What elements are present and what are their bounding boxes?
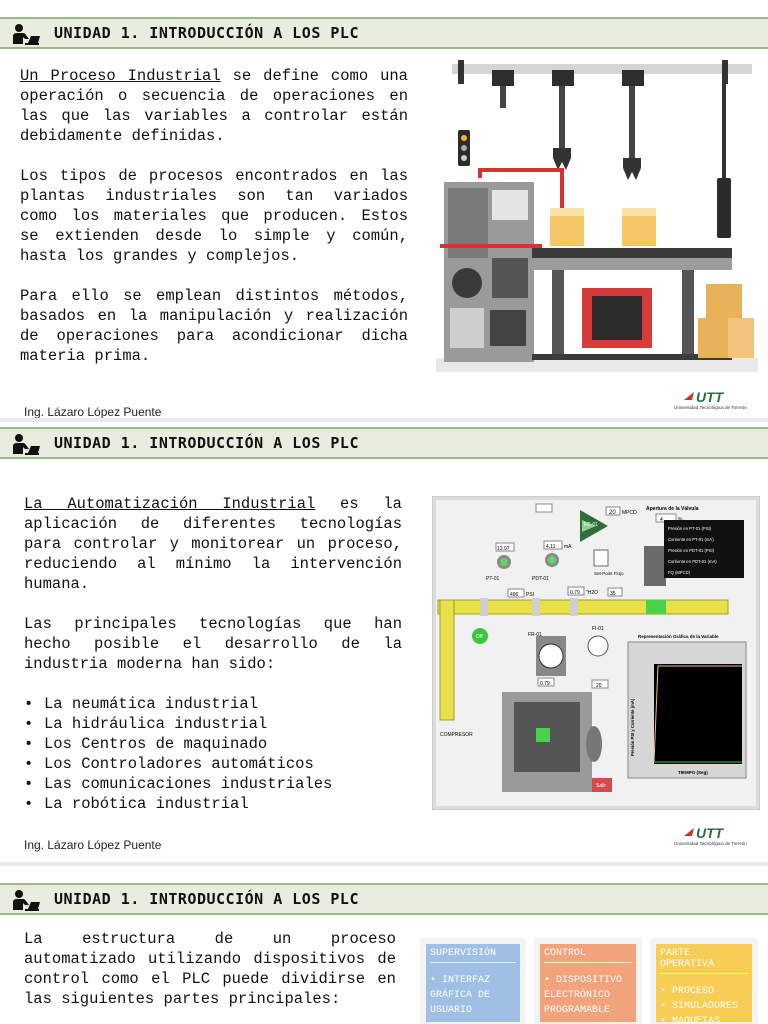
fc-tag: FC-01 <box>584 522 598 528</box>
chart-xlabel: TIEMPO (Seg) <box>678 770 708 775</box>
slide-1 <box>0 0 768 418</box>
paragraph-1: La estructura de un proceso automatizado utilizando dispositivos de control como el PLC puede dividirse en las siguientes partes principales: <box>24 930 396 1008</box>
card-item: • SIMULADORES <box>660 1001 739 1012</box>
legend-item: Corriente en PDT-01 (mA) <box>668 559 717 564</box>
valve-value: 4 <box>660 517 663 523</box>
psi-unit: PSI <box>526 592 535 598</box>
card-title: PARTE OPERATIVA <box>660 948 748 974</box>
paragraph-3: Para ello se emplean distintos métodos, basados en la manipulación y realización de operaciones para acondicionar dicha materia prima. <box>20 287 408 365</box>
card-item: • MAQUETAS <box>660 1016 721 1024</box>
worker-icon <box>11 889 41 911</box>
valve-label: Apertura de la Válvula <box>646 506 699 512</box>
worker-icon <box>11 23 41 45</box>
list-item: • La hidráulica industrial <box>24 714 402 734</box>
card-item: • PROCESO <box>660 986 715 997</box>
list-item: • Los Controladores automáticos <box>24 754 402 774</box>
paragraph-1-rest: es la aplicación de diferentes tecnologías para controlar y monitorear un proceso, reduciendo al mínimo la intervención humana. <box>24 495 402 593</box>
card-item: • INTERFAZ GRÁFICA DE USUARIO <box>430 975 491 1016</box>
ma-value-1: 13.97 <box>497 546 510 552</box>
list-item: • Las comunicaciones industriales <box>24 774 402 794</box>
legend-item: Presión en PDT-01 (PSI) <box>668 548 715 553</box>
slide-3 <box>0 866 768 1024</box>
utt-logo <box>674 824 758 850</box>
header-title: UNIDAD 1. INTRODUCCIÓN A LOS PLC <box>54 24 359 42</box>
fi-value: 20 <box>596 683 602 689</box>
industrial-process-illustration <box>432 58 760 374</box>
psi-value: 496 <box>510 592 519 598</box>
list-item: • La neumática industrial <box>24 694 402 714</box>
off-indicator: Off <box>476 634 483 640</box>
svg-text:UTT: UTT <box>696 825 724 841</box>
h2o-unit: "H2O <box>586 590 599 596</box>
card-control <box>534 938 642 1024</box>
chart-title: Representación Gráfica de la Variable <box>638 634 719 639</box>
pt-label: PT-01 <box>486 576 500 582</box>
chart-ylabel: Presión PSI y Corriente (mA) <box>630 698 635 756</box>
svg-text:Universidad Tecnológica de Tor: Universidad Tecnológica de Torreón <box>674 405 747 410</box>
worker-icon <box>11 433 41 455</box>
exit-button[interactable]: Salir <box>596 783 607 789</box>
slide-header <box>0 427 768 459</box>
technologies-list <box>24 694 402 814</box>
flow-value: 20 <box>609 510 616 516</box>
utt-logo <box>674 388 758 414</box>
h2o-value: 0.79 <box>570 590 580 596</box>
author-name: Ing. Lázaro López Puente <box>24 405 162 418</box>
paragraph-2: Las principales tecnologías que han hecho posible el desarrollo de la industria moderna han sido: <box>24 615 402 673</box>
slide-header <box>0 883 768 915</box>
fr-value: 0.79 <box>540 681 550 687</box>
slide2-text <box>24 494 402 814</box>
fi-label: FI-01 <box>592 626 604 632</box>
author-name: Ing. Lázaro López Puente <box>24 838 162 852</box>
header-title: UNIDAD 1. INTRODUCCIÓN A LOS PLC <box>54 890 359 908</box>
slide3-text <box>24 929 396 1009</box>
legend-item: Presión en PT-01 (PSI) <box>668 526 712 531</box>
term-proceso-industrial: Un Proceso Industrial <box>20 67 221 85</box>
setpoint-label: Set-Point Flujo <box>594 571 624 576</box>
list-item: • La robótica industrial <box>24 794 402 814</box>
card-title: SUPERVISIÓN <box>430 948 516 963</box>
card-parte-operativa <box>650 938 758 1024</box>
scada-hmi-screenshot <box>432 496 760 810</box>
list-item: • Los Centros de maquinado <box>24 734 402 754</box>
slide1-text <box>20 66 408 366</box>
flow-unit: MPCD <box>622 510 637 516</box>
pdt-label: PDT-01 <box>532 576 549 582</box>
card-item: • DISPOSITIVO ELECTRÓNICO PROGRAMABLE <box>544 975 623 1016</box>
svg-text:Universidad Tecnológica de Tor: Universidad Tecnológica de Torreón <box>674 841 747 846</box>
card-supervision <box>420 938 526 1024</box>
slide-header <box>0 17 768 49</box>
compressor-label: COMPRESOR <box>440 732 473 738</box>
setpoint-value: 35 <box>610 591 616 597</box>
term-automatizacion-industrial: La Automatización Industrial <box>24 495 316 513</box>
ma-value-2: 4.11 <box>546 544 556 550</box>
paragraph-1-rest: se define como una operación o secuencia de operaciones en las que las variables a controlar están debidamente definidas. <box>20 67 408 145</box>
paragraph-2: Los tipos de procesos encontrados en las plantas industriales son tan variados como los materiales que producen. Estos se extienden desde lo simple y común, hasta los grandes y complejos. <box>20 167 408 265</box>
ma-unit: mA <box>564 544 572 550</box>
slide-2 <box>0 422 768 862</box>
fr-label: FR-01 <box>528 632 542 638</box>
legend-item: Corriente en PT-01 (mA) <box>668 537 714 542</box>
card-title: CONTROL <box>544 948 632 963</box>
header-title: UNIDAD 1. INTRODUCCIÓN A LOS PLC <box>54 434 359 452</box>
legend-item: FQ (MPCD) <box>668 570 691 575</box>
svg-text:UTT: UTT <box>696 389 724 405</box>
